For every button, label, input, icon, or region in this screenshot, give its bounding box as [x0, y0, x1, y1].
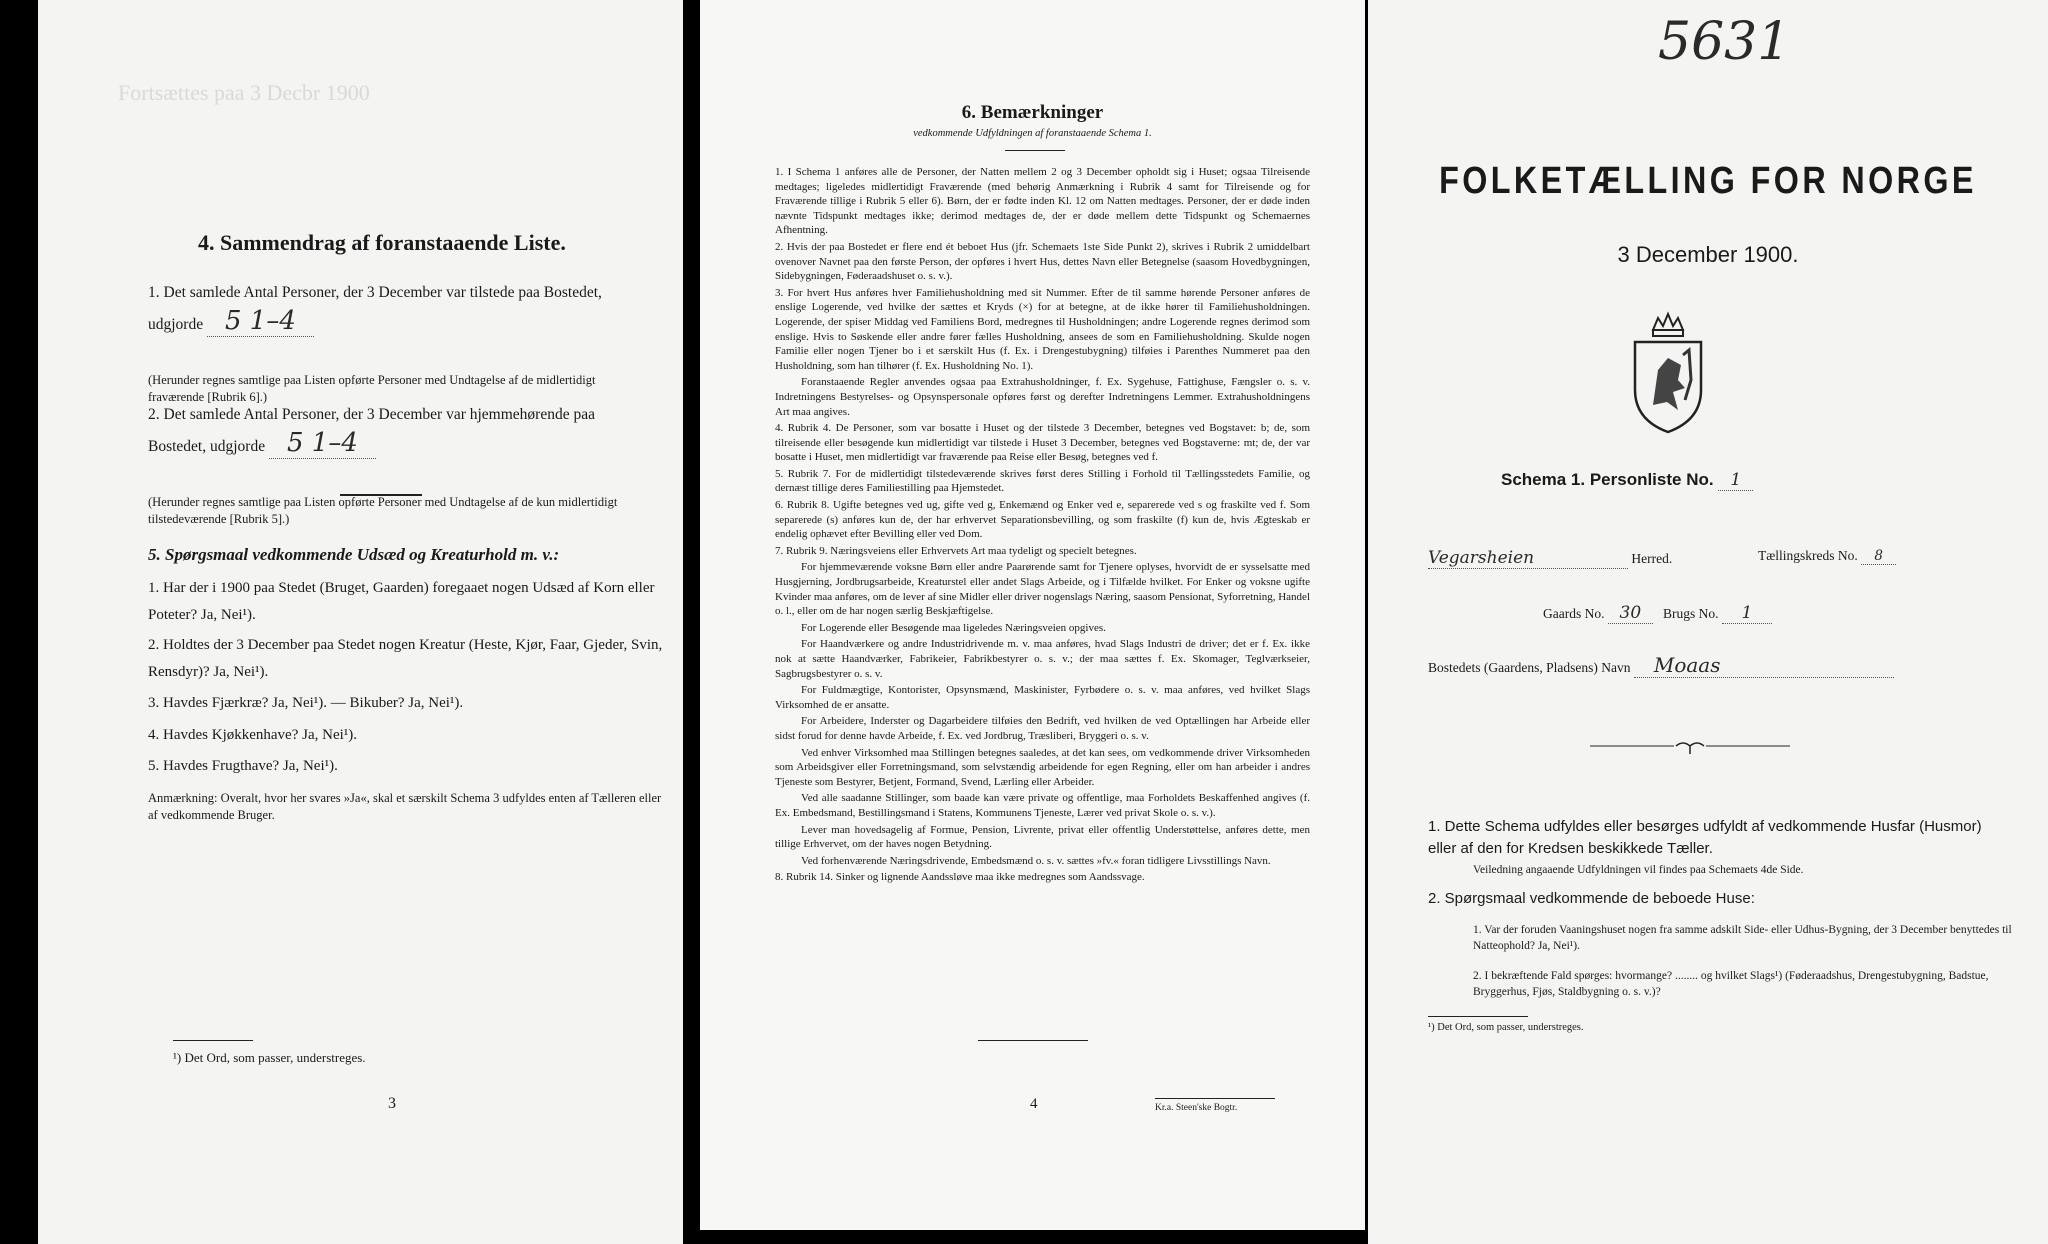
remark-paragraph: For Logerende eller Besøgende maa ligeledes Næringsveien opgives.: [801, 621, 1106, 634]
bosted-label: Bostedets (Gaardens, Pladsens) Navn: [1428, 660, 1631, 675]
remark: Anmærkning: Overalt, hvor her svares »Ja«, skal et særskilt Schema 3 udfyldes enten af Tælleren eller af vedkommende Bruger.: [148, 791, 662, 822]
kreds-field: [1758, 548, 1896, 565]
bleed-through-text: Fortsættes paa 3 Decbr 1900: [118, 80, 370, 105]
schema-number: 1: [1718, 470, 1753, 491]
instruction-1: 1. Dette Schema udfyldes eller besørges udfyldt af vedkommende Husfar (Husmor) eller af den for Kredsen beskikkede Tæller.: [1428, 818, 1982, 857]
section-5-item-2: 2. Holdtes der 3 December paa Stedet nogen Kreatur (Heste, Kjør, Faar, Gjeder, Svin, Rensdyr)? Ja, Nei¹).: [148, 637, 663, 680]
section-5-item-3: 3. Havdes Fjærkræ? Ja, Nei¹). — Bikuber? Ja, Nei¹).: [148, 695, 464, 711]
title-rule: [1005, 150, 1065, 151]
herred-label: Herred.: [1631, 551, 1673, 566]
remarks-body: [775, 165, 1310, 887]
census-date: 3 December 1900.: [1617, 242, 1799, 267]
divider: [340, 494, 422, 496]
remark-paragraph: For Fuldmægtige, Kontorister, Opsynsmænd, Maskinister, Fyrbødere o. s. v. maa anføres, ved hvilket Slags Virksomhed de er ansatte.: [775, 684, 1310, 711]
summary-question-1: [148, 278, 653, 339]
remark-paragraph: 6. Rubrik 8. Ugifte betegnes ved ug, gifte ved g, Enkemænd og Enker ved e, separerede ved s og fraskilte ved f. Som separerede (s) anføres kun de, der har erhvervet Separationsbevilling, og som fraskilte (f) kun de, hvis Ægteskab er endelig ophævet efter Bevilling eller ved Dom.: [775, 499, 1310, 541]
remark-paragraph: 4. Rubrik 4. De Personer, som var bosatte i Huset og der tilstede 3 December, betegnes ved Bogstavet: b; de, som tilreisende eller besøgende kun midlertidigt var tilstede i Huset 3 December, betegnes ved Bogstaverne: mt; de, der var bosatte i Huset, men midlertidigt var fraværende paa Reise eller Besøg, betegnes ved f.: [775, 422, 1310, 464]
bosted-field: [1428, 653, 1894, 678]
kreds-label: Tællingskreds No.: [1758, 548, 1858, 563]
footnote-rule: [173, 1040, 253, 1041]
remark-paragraph: 8. Rubrik 14. Sinker og lignende Aandssløve maa ikke medregnes som Aandssvage.: [775, 871, 1145, 884]
remark-paragraph: Foranstaaende Regler anvendes ogsaa paa Extrahusholdninger, f. Ex. Sygehuse, Fattighuse, Fængsler o. s. v. Indretningens Bestyrelses- og Opsynspersonale opføres først og derefter Indretningens Lemmer. Extrahusholdningens Art maa angives.: [775, 376, 1310, 418]
right-page: [1368, 0, 2048, 1244]
census-title: FOLKETÆLLING FOR NORGE: [1439, 160, 1977, 202]
brugs-label: Brugs No.: [1662, 606, 1719, 621]
remark-paragraph: 1. I Schema 1 anføres alle de Personer, der Natten mellem 2 og 3 December opholdt sig i Huset; ogsaa Tilreisende medtages; ligeledes midlertidigt Fraværende (med behørig Anmærkning i Rubrik 4 samt for Tilreisende og for Fraværende tillige i Rubrik 5 eller 6). Børn, der er fødte inden Kl. 12 om Natten medtages. Personer, der er døde inden nævnte Tidspunkt medtages ikke; derimod medtages de, der er døde mellem dette Tidspunkt og Schemaernes Afhentning.: [775, 166, 1310, 237]
footnote-rule: [1428, 1016, 1528, 1017]
remark-paragraph: 5. Rubrik 7. For de midlertidigt tilstedeværende skrives først deres Stilling i Forhold til Tællingsstedets Familie, og dernæst tillige deres Familiestilling paa Hjemstedet.: [775, 467, 1310, 495]
instruction-2: 2. Spørgsmaal vedkommende de beboede Huse:: [1428, 890, 1755, 907]
instruction-2-2: 2. I bekræftende Fald spørges: hvormange? ........ og hvilket Slags¹) (Føderaadshus, Drengestubygning, Badstue, Bryggerhus, Fjøs, Staldbygning o. s. v.)?: [1473, 970, 1989, 998]
left-page: [38, 0, 683, 1244]
kreds-value: 8: [1861, 548, 1896, 565]
page-number: 4: [1030, 1096, 1038, 1112]
remark-paragraph: For hjemmeværende voksne Børn eller andre Paarørende samt for Tjenere oplyses, hvorvidt de er sysselsatte med Husgjerning, Jordbrugsarbeide, Kreaturstel eller andet Slags Arbeide, og i Tilfælde hvilket. For Enker og voksne ugifte Kvinder maa anføres, om de lever af sine Midler eller driver nogenslags Næring, saasom Pensionat, Syforretning, Handel o. l., eller om de har nogen særlig Beskjæftigelse.: [775, 561, 1310, 618]
summary-title: 4. Sammendrag af foranstaaende Liste.: [198, 230, 566, 255]
remarks-subtitle: vedkommende Udfyldningen af foranstaaende Schema 1.: [913, 128, 1152, 139]
printer-mark: Kr.a. Steen'ske Bogtr.: [1155, 1103, 1238, 1113]
question-1-answer: 5 1–4: [207, 307, 314, 337]
remarks-title: 6. Bemærkninger: [961, 102, 1104, 123]
question-2-note: (Herunder regnes samtlige paa Listen opførte Personer med Undtagelse af de kun midlertidigt tilstedeværende [Rubrik 5].): [148, 495, 618, 526]
remark-paragraph: 7. Rubrik 9. Næringsveiens eller Erhvervets Art maa tydeligt og specielt betegnes.: [775, 544, 1137, 557]
instruction-2-1: 1. Var der foruden Vaaningshuset nogen fra samme adskilt Side- eller Udhus-Bygning, der 3 December benyttedes til Natteophold? Ja, Nei¹).: [1473, 924, 2012, 952]
summary-question-2: [148, 400, 653, 461]
bosted-value: Moaas: [1634, 653, 1894, 678]
end-rule: [978, 1040, 1088, 1041]
section-5-title: 5. Spørgsmaal vedkommende Udsæd og Kreaturhold m. v.:: [148, 545, 560, 564]
gaards-label: Gaards No.: [1543, 606, 1605, 621]
herred-value: Vegarsheien: [1428, 548, 1628, 569]
gaards-value: 30: [1608, 603, 1653, 624]
remark-paragraph: Ved alle saadanne Stillinger, som baade kan være private og offentlige, maa Forholdets Beskaffenhed angives (f. Ex. Embedsmand, Bestillingsmand i Statens, Kommunens Tjeneste, Lærer ved privat Skole o. s. v.).: [775, 792, 1310, 819]
question-2-answer: 5 1–4: [269, 429, 376, 459]
question-2-text: 2. Det samlede Antal Personer, der 3 December var hjemmehørende paa Bostedet, udgjorde: [148, 406, 595, 455]
schema-label: Schema 1. Personliste No.: [1501, 470, 1714, 489]
section-5-item-1: 1. Har der i 1900 paa Stedet (Bruget, Gaarden) foregaaet nogen Udsæd af Korn eller Poteter? Ja, Nei¹).: [148, 580, 655, 623]
remark-paragraph: 3. For hvert Hus anføres hver Familiehusholdning med sit Nummer. Efter de til samme hørende Personer anføres de enslige Logerende, ved hvilke der sættes et Kryds (×) for at betegne, at de ikke hører til Familiehusholdningen. Logerende, der spiser Middag ved Familiens Bord, medregnes til Husholdningen; andre Logerende regnes derimod som enslige. Hvis to Søskende eller andre fører fælles Husholdning, ansees de som en Familiehusholdning. Skulde nogen Familie eller nogen Tjener bo i et særskilt Hus (f. Ex. i Drengestubygning) tilføies i Parenthes Nummeret paa den Husholdning, som han tilhører (f. Ex. Husholdning No. 1).: [775, 286, 1310, 372]
handwritten-number: 5631: [1658, 12, 1791, 72]
remark-paragraph: For Haandværkere og andre Industridrivende m. v. maa anføres, hvad Slags Industri de driver; det er f. Ex. ikke nok at sætte Haandværker, Fabrikeier, Fabrikbestyrer o. s. v.; der maa sættes f. Ex. Skomager, Teglværkseier, Sagbrugsbestyrer o. s. v.: [775, 638, 1310, 680]
section-5-item-5: 5. Havdes Frugthave? Ja, Nei¹).: [148, 758, 338, 774]
gaards-field: [1543, 603, 1772, 624]
ornament-divider: [1590, 738, 1790, 758]
middle-page: [700, 0, 1365, 1230]
remark-paragraph: Lever man hovedsagelig af Formue, Pension, Livrente, privat eller offentlig Understøttelse, anføres dette, men tillige Erhvervet, om der haves nogen Betydning.: [775, 823, 1310, 851]
section-5-item-4: 4. Havdes Kjøkkenhave? Ja, Nei¹).: [148, 727, 358, 743]
question-1-text: 1. Det samlede Antal Personer, der 3 December var tilstede paa Bostedet, udgjorde: [148, 284, 602, 333]
herred-field: [1428, 548, 1672, 569]
coat-of-arms-icon: [1623, 310, 1713, 435]
page-number: 3: [388, 1095, 396, 1112]
instruction-1-note: Veiledning angaaende Udfyldningen vil findes paa Schemaets 4de Side.: [1473, 864, 1804, 876]
printer-rule: [1155, 1098, 1275, 1099]
remark-paragraph: Ved forhenværende Næringsdrivende, Embedsmænd o. s. v. sættes »fv.« foran tidligere Livsstillings Navn.: [801, 854, 1271, 867]
brugs-value: 1: [1722, 603, 1772, 624]
question-1-note: (Herunder regnes samtlige paa Listen opførte Personer med Undtagelse af de midlertidigt fraværende [Rubrik 6].): [148, 373, 596, 404]
footnote: ¹) Det Ord, som passer, understreges.: [1428, 1022, 1584, 1033]
remark-paragraph: 2. Hvis der paa Bostedet er flere end ét beboet Hus (jfr. Schemaets 1ste Side Punkt 2), skrives i Rubrik 2 umiddelbart ovenover Navnet paa den første Person, der opføres i hvert Hus, dettes Navn eller Betegnelse (saasom Hovedbygningen, Sidebygningen, Føderaadshuset o. s. v.).: [775, 240, 1310, 283]
footnote: ¹) Det Ord, som passer, understreges.: [173, 1050, 366, 1065]
remark-paragraph: For Arbeidere, Inderster og Dagarbeidere tilføies den Bedrift, ved hvilken de ved Optællingen har Arbeide eller sidst forud for denne havde Arbeide, f. Ex. ved Jordbrug, Træsliberi, Bryggeri o. s. v.: [775, 715, 1310, 742]
schema-heading: [1501, 470, 1753, 491]
remark-paragraph: Ved enhver Virksomhed maa Stillingen betegnes saaledes, at det kan sees, om vedkommende driver Virksomheden som Arbeidsgiver eller Forretningsmand, som selvstændig arbeidende for egen Regning, eller om han arbeider i andres Tjeneste som Bestyrer, Betjent, Formand, Svend, Lærling eller Arbeider.: [775, 746, 1310, 788]
